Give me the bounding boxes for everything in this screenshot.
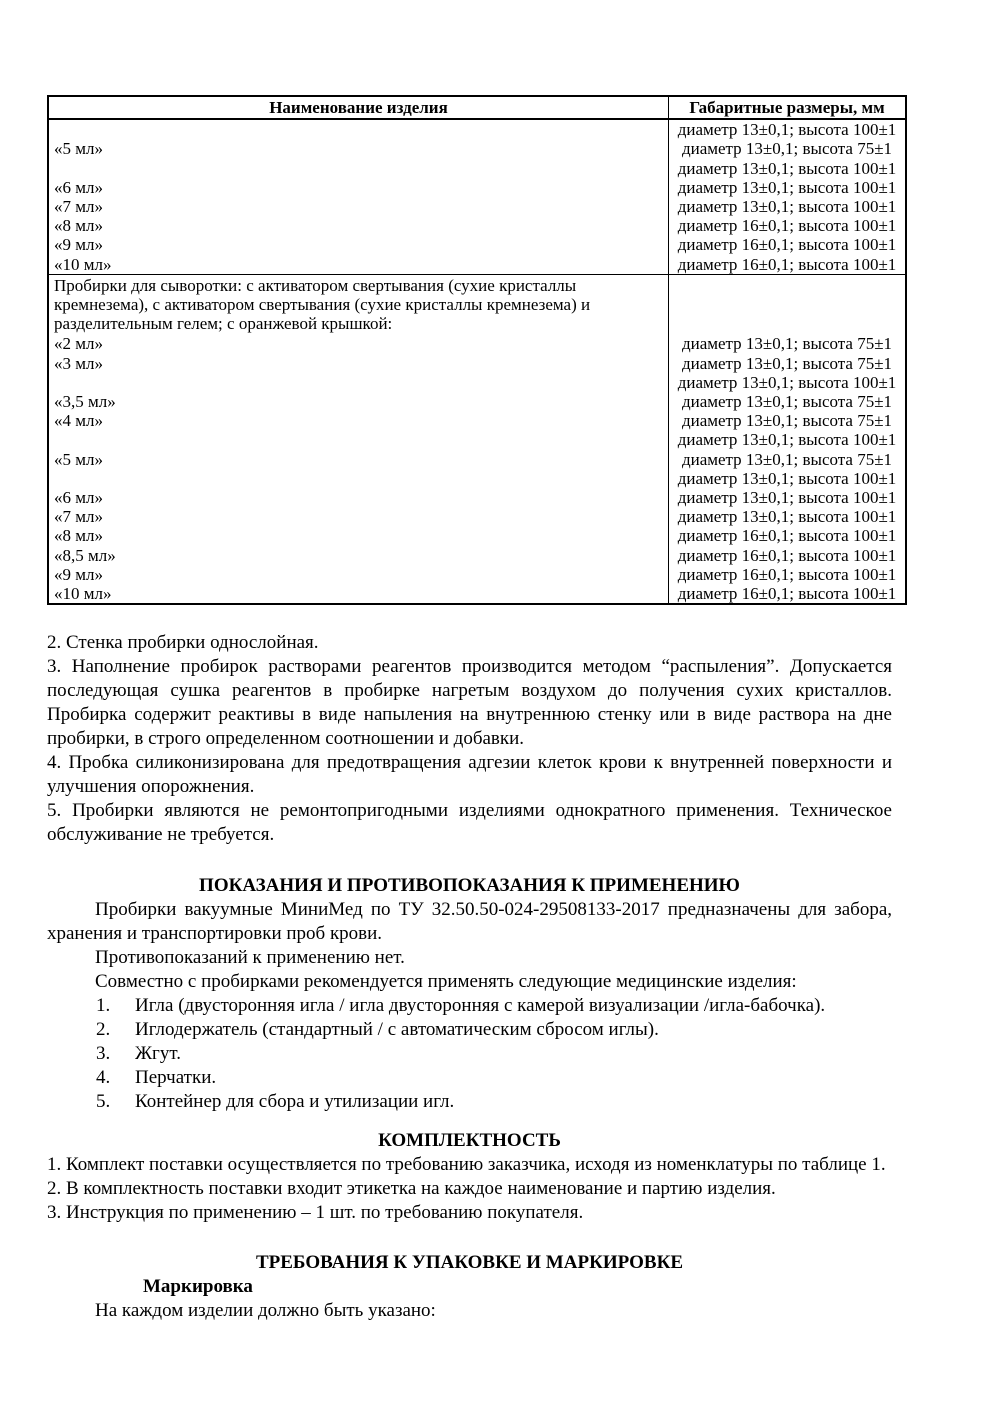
product-name-cell: «5 мл» (49, 139, 669, 158)
table-row (49, 546, 905, 565)
marking-subheading: Маркировка (143, 1276, 253, 1298)
construction-notes (47, 631, 892, 847)
table-row (49, 469, 905, 488)
table-row (49, 197, 905, 216)
completeness-paragraph-1: 1. Комплект поставки осуществляется по требованию заказчика, исходя из номенклатуры по таблице 1. (47, 1154, 886, 1176)
list-item (47, 1018, 892, 1042)
serum-tubes-description: Пробирки для сыворотки: с активатором свертывания (сухие кристаллы кремнезема), с активатором свертывания (сухие кристаллы кремнезема) и разделительным гелем; с оранжевой крышкой: (49, 275, 669, 335)
product-name-cell (49, 430, 669, 449)
product-name-cell: «7 мл» (49, 197, 669, 216)
note-paragraph-3: 3. Наполнение пробирок растворами реагентов производится методом “распыления”. Допускается последующая сушка реагентов в пробирке нагретым воздухом до получения сухих кристаллов. Пробирка содержит реактивы в виде напыления на внутреннюю стенку или в виде раствора на дне пробирки, в строго определенном соотношении и добавки. (47, 656, 892, 750)
dimensions-cell: диаметр 16±0,1; высота 100±1 (677, 235, 897, 255)
dimensions-cell: диаметр 16±0,1; высота 100±1 (677, 254, 897, 274)
dimensions-cell: диаметр 13±0,1; высота 100±1 (677, 158, 897, 178)
list-item (47, 1090, 892, 1114)
product-name-cell (49, 469, 669, 488)
product-name-cell: «10 мл» (49, 584, 669, 603)
dimensions-cell: диаметр 13±0,1; высота 100±1 (677, 488, 897, 508)
list-item-text: Контейнер для сбора и утилизации игл. (135, 1091, 455, 1113)
product-name-cell (49, 373, 669, 392)
product-name-cell: «7 мл» (49, 507, 669, 526)
dimensions-cell: диаметр 13±0,1; высота 75±1 (681, 449, 893, 469)
dimensions-cell: диаметр 13±0,1; высота 75±1 (681, 392, 893, 412)
product-name-cell: «2 мл» (49, 334, 669, 353)
list-item-number: 5. (96, 1091, 111, 1113)
table-row (49, 526, 905, 545)
table-header-row (49, 97, 905, 120)
indications-paragraph-2: Противопоказаний к применению нет. (95, 947, 405, 969)
dimensions-cell: диаметр 13±0,1; высота 100±1 (677, 197, 897, 217)
table-row (49, 430, 905, 449)
table-row (49, 411, 905, 430)
marking-paragraph-1: На каждом изделии должно быть указано: (95, 1300, 436, 1322)
list-item-text: Иглодержатель (стандартный / с автоматическим сбросом иглы). (135, 1019, 659, 1041)
product-name-cell: «9 мл» (49, 235, 669, 254)
dimensions-cell: диаметр 13±0,1; высота 100±1 (677, 468, 897, 488)
table-row (49, 373, 905, 392)
table-section-1 (49, 120, 905, 274)
table-row (49, 354, 905, 373)
product-name-cell: «3 мл» (49, 354, 669, 373)
product-name-cell (49, 120, 669, 139)
table-row (49, 334, 905, 353)
product-name-cell: «6 мл» (49, 488, 669, 507)
table-section-2 (49, 274, 905, 603)
list-item-number: 4. (96, 1067, 111, 1089)
dimensions-cell: диаметр 13±0,1; высота 75±1 (681, 334, 893, 354)
table-row (49, 216, 905, 235)
list-item-number: 2. (96, 1019, 111, 1041)
dimensions-cell: диаметр 13±0,1; высота 75±1 (681, 411, 893, 431)
note-paragraph-5: 5. Пробирки являются не ремонтопригодными изделиями однократного применения. Техническое обслуживание не требуется. (47, 800, 892, 846)
dimensions-header: Габаритные размеры, мм (689, 98, 885, 117)
indications-paragraph-1: Пробирки вакуумные МиниМед по ТУ 32.50.50-024-29508133-2017 предназначены для забора, хранения и транспортировки проб крови. (47, 899, 892, 945)
note-paragraph-4: 4. Пробка силиконизирована для предотвращения адгезии клеток крови к внутренней поверхности и улучшения опорожнения. (47, 752, 892, 798)
list-item (47, 994, 892, 1018)
table-row (49, 235, 905, 254)
table-row (49, 488, 905, 507)
document-body (47, 631, 892, 1323)
dimensions-cell: диаметр 13±0,1; высота 75±1 (681, 139, 893, 159)
list-item-text: Игла (двусторонняя игла / игла двусторонняя с камерой визуализации /игла-бабочка). (135, 995, 826, 1017)
table-row (49, 255, 905, 274)
dimensions-cell-empty (669, 275, 905, 335)
table-row (49, 120, 905, 139)
list-item (47, 1042, 892, 1066)
product-name-cell: «3,5 мл» (49, 392, 669, 411)
completeness-heading: КОМПЛЕКТНОСТЬ (378, 1130, 561, 1152)
indications-paragraph-3: Совместно с пробирками рекомендуется применять следующие медицинские изделия: (95, 971, 797, 993)
product-name-cell: «9 мл» (49, 565, 669, 584)
product-name-cell: «6 мл» (49, 178, 669, 197)
table-row (49, 507, 905, 526)
product-name-cell: «8 мл» (49, 526, 669, 545)
packaging-heading: ТРЕБОВАНИЯ К УПАКОВКЕ И МАРКИРОВКЕ (255, 1252, 684, 1274)
recommended-devices-list (47, 994, 892, 1114)
product-name-cell: «10 мл» (49, 255, 669, 274)
table-row (49, 139, 905, 158)
note-paragraph-2: 2. Стенка пробирки однослойная. (47, 632, 319, 654)
dimensions-cell: диаметр 13±0,1; высота 100±1 (677, 372, 897, 392)
table-row (49, 159, 905, 178)
list-item-number: 3. (96, 1043, 111, 1065)
dimensions-cell: диаметр 16±0,1; высота 100±1 (677, 584, 897, 604)
list-item-text: Жгут. (135, 1043, 181, 1065)
product-name-cell (49, 159, 669, 178)
dimensions-cell: диаметр 13±0,1; высота 100±1 (677, 507, 897, 527)
product-name-cell: «5 мл» (49, 450, 669, 469)
dimensions-cell: диаметр 16±0,1; высота 100±1 (677, 216, 897, 236)
completeness-paragraph-3: 3. Инструкция по применению – 1 шт. по требованию покупателя. (47, 1202, 584, 1224)
dimensions-cell: диаметр 13±0,1; высота 75±1 (681, 353, 893, 373)
list-item (47, 1066, 892, 1090)
product-name-cell: «4 мл» (49, 411, 669, 430)
dimensions-cell: диаметр 13±0,1; высота 100±1 (677, 430, 897, 450)
list-item-text: Перчатки. (135, 1067, 217, 1089)
table-row (49, 392, 905, 411)
dimensions-cell: диаметр 13±0,1; высота 100±1 (677, 120, 897, 140)
completeness-paragraph-2: 2. В комплектность поставки входит этикетка на каждое наименование и партию изделия. (47, 1178, 776, 1200)
table-row (49, 584, 905, 603)
list-item-number: 1. (96, 995, 111, 1017)
table-row (49, 565, 905, 584)
table-row (49, 178, 905, 197)
product-name-cell: «8,5 мл» (49, 546, 669, 565)
indications-heading: ПОКАЗАНИЯ И ПРОТИВОПОКАЗАНИЯ К ПРИМЕНЕНИЮ (199, 875, 740, 897)
table-row (49, 450, 905, 469)
table-section-2-rows (49, 334, 905, 603)
dimensions-cell: диаметр 16±0,1; высота 100±1 (677, 526, 897, 546)
dimensions-cell: диаметр 16±0,1; высота 100±1 (677, 564, 897, 584)
product-dimensions-table (47, 95, 907, 605)
dimensions-cell: диаметр 13±0,1; высота 100±1 (677, 177, 897, 197)
dimensions-cell: диаметр 16±0,1; высота 100±1 (677, 545, 897, 565)
product-name-cell: «8 мл» (49, 216, 669, 235)
serum-tubes-description-row (49, 275, 905, 335)
product-name-header: Наименование изделия (49, 97, 669, 118)
